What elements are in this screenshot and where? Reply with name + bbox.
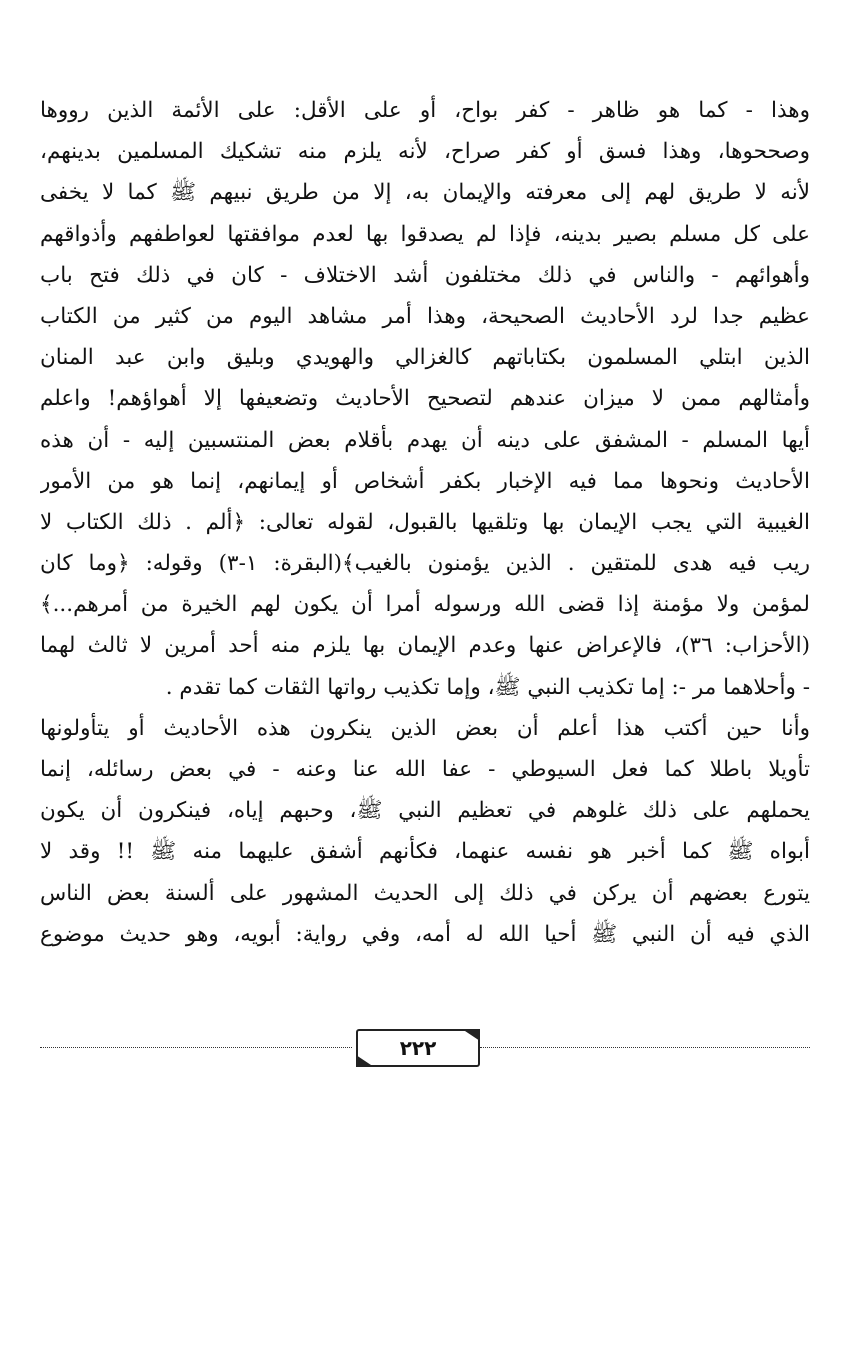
text-line: تأويلا باطلا كما فعل السيوطي - عفا الله عنا وعنه - في بعض رسائله، إنما: [40, 757, 810, 782]
text-line: لأنه لا طريق لهم إلى معرفته والإيمان به، إلا من طريق نبيهم ﷺ كما لا يخفى: [40, 180, 810, 206]
text-line: وصححوها، وهذا فسق أو كفر صراح، لأنه يلزم منه تشكيك المسلمين بدينهم،: [40, 139, 810, 165]
text-line: ريب فيه هدى للمتقين . الذين يؤمنون بالغيب﴾(البقرة: ١-٣) وقوله: ﴿وما كان: [40, 551, 810, 577]
text-line: الذين ابتلي المسلمون بكتاباتهم كالغزالي والهويدي وبليق وابن عبد المنان: [40, 345, 810, 371]
text-line: أبواه ﷺ كما أخبر هو نفسه عنهما، فكأنهم أشفق عليهما منه ﷺ !! وقد لا: [40, 839, 810, 865]
page-number: ٢٢٢: [399, 1036, 437, 1060]
footer-divider-left: [40, 1047, 352, 1048]
text-line: الذي فيه أن النبي ﷺ أحيا الله له أمه، وفي رواية: أبويه، وهو حديث موضوع: [40, 921, 810, 947]
ornament-icon: [356, 1055, 374, 1067]
page-footer: [40, 1015, 810, 1085]
page-number-frame: [356, 1029, 480, 1067]
text-line: وأمثالهم ممن لا ميزان عندهم لتصحيح الأحاديث وتضعيفها إلا أهواؤهم! واعلم: [40, 386, 810, 412]
ornament-icon: [462, 1029, 480, 1041]
text-line: الغيبية التي يجب الإيمان بها وتلقيها بالقبول، لقوله تعالى: ﴿ألم . ذلك الكتاب لا: [40, 509, 810, 535]
text-line: لمؤمن ولا مؤمنة إذا قضى الله ورسوله أمرا أن يكون لهم الخيرة من أمرهم...﴾: [40, 592, 810, 618]
text-line: وأهوائهم - والناس في ذلك مختلفون أشد الاختلاف - كان في ذلك فتح باب: [40, 262, 810, 288]
text-line: (الأحزاب: ٣٦)، فالإعراض عنها وعدم الإيمان بها يلزم منه أحد أمرين لا ثالث لهما: [40, 633, 810, 659]
text-line: وهذا - كما هو ظاهر - كفر بواح، أو على الأقل: على الأئمة الذين رووها: [40, 98, 810, 123]
text-line: يحملهم على ذلك غلوهم في تعظيم النبي ﷺ، وحبهم إياه، فينكرون أن يكون: [40, 798, 810, 824]
text-line: يتورع بعضهم أن يركن في ذلك إلى الحديث المشهور على ألسنة بعض الناس: [40, 880, 810, 906]
text-line: الأحاديث ونحوها مما فيه الإخبار بكفر أشخاص أو إيمانهم، إنما هو من الأمور: [40, 468, 810, 494]
text-line: - وأحلاهما مر -: إما تكذيب النبي ﷺ، وإما تكذيب رواتها الثقات كما تقدم .: [165, 674, 810, 700]
text-line: وأنا حين أكتب هذا أعلم أن بعض الذين ينكرون هذه الأحاديث أو يتأولونها: [40, 715, 810, 741]
text-line: أيها المسلم - المشفق على دينه أن يهدم بأقلام بعض المنتسبين إليه - أن هذه: [40, 427, 810, 453]
footer-divider-right: [480, 1047, 810, 1048]
text-line: على كل مسلم بصير بدينه، فإذا لم يصدقوا بها لعدم موافقتها لعواطفهم وأذواقهم: [40, 221, 810, 247]
body-text: [40, 90, 810, 955]
text-line: عظيم جدا لرد الأحاديث الصحيحة، وهذا أمر مشاهد اليوم من كثير من الكتاب: [40, 303, 810, 329]
